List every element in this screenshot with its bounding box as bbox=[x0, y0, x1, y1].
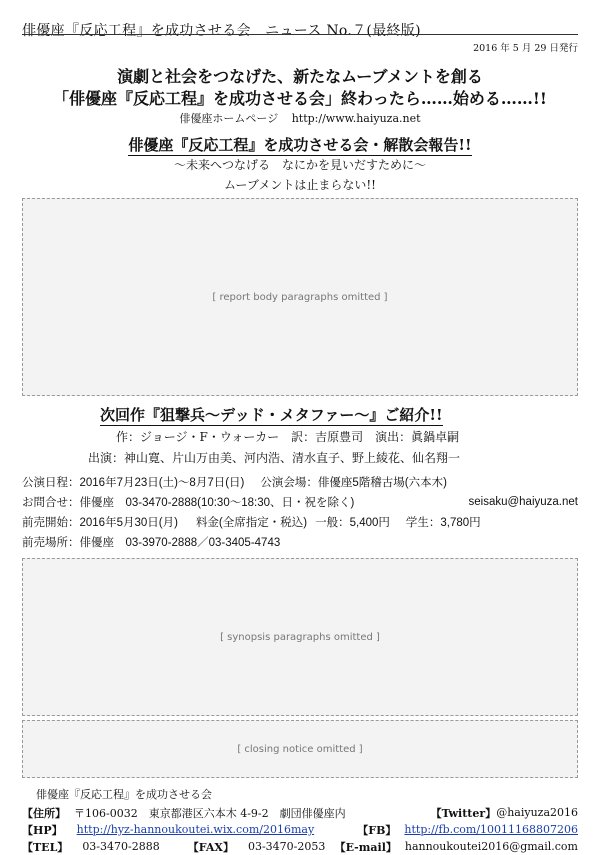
contact-label: お問合せ： bbox=[22, 497, 80, 509]
cast-credits: 出演：神山寛、片山万由美、河内浩、清水直子、野上綾花、仙名翔一 bbox=[88, 451, 461, 465]
price-student: 学生：3,780円 bbox=[405, 517, 481, 529]
homepage-line bbox=[0, 110, 600, 126]
homepage-link[interactable]: http://www.haiyuza.net bbox=[291, 112, 421, 125]
lead-headline-2: 「俳優座『反応工程』を成功させる会」終わったら……始める……!! bbox=[53, 89, 547, 108]
price-general: 一般：5,400円 bbox=[315, 517, 390, 529]
email-tag: 【E-mail】 bbox=[334, 840, 397, 854]
footer-row-web bbox=[22, 821, 578, 838]
fax-tag: 【FAX】 bbox=[187, 840, 234, 854]
homepage-label: 俳優座ホームページ bbox=[179, 112, 279, 125]
venue-value: 俳優座5階稽古場(六本木) bbox=[317, 477, 447, 489]
info-row-presale bbox=[22, 512, 578, 532]
twitter-handle[interactable]: @haiyuza2016 bbox=[496, 806, 578, 819]
dates-value: 2016年7月23日(土)～8月7日(日) bbox=[79, 477, 245, 489]
footer-row-phone bbox=[22, 838, 578, 855]
fb-link[interactable]: http://fb.com/10011168807206 bbox=[404, 823, 578, 836]
twitter-tag: 【Twitter】 bbox=[430, 806, 497, 820]
report-body-placeholder: [ report body paragraphs omitted ] bbox=[22, 198, 578, 396]
footer-email[interactable]: hannoukoutei2016@gmail.com bbox=[404, 840, 578, 853]
ticket-value: 俳優座 03-3970-2888／03-3405-4743 bbox=[79, 537, 281, 549]
tel-tag: 【TEL】 bbox=[22, 840, 69, 854]
dates-label: 公演日程： bbox=[22, 477, 80, 489]
staff-credits: 作：ジョージ・F・ウォーカー 訳：吉原豊司 演出：眞鍋卓嗣 bbox=[116, 430, 460, 444]
report-subtitle-2: ムーブメントは止まらない!! bbox=[224, 178, 376, 192]
contact-value: 俳優座 03-3470-2888(10:30～18:30、日・祝を除く) bbox=[79, 497, 355, 509]
footer-org-name: 俳優座『反応工程』を成功させる会 bbox=[36, 788, 212, 801]
presale-label: 前売開始： bbox=[22, 517, 80, 529]
tel-value: 03-3470-2888 bbox=[82, 840, 160, 853]
contact-email[interactable]: seisaku@haiyuza.net bbox=[468, 496, 578, 508]
contact-footer bbox=[22, 786, 578, 855]
info-row-ticket bbox=[22, 532, 578, 552]
newsletter-title: 俳優座『反応工程』を成功させる会 ニュース No.７(最終版) bbox=[22, 23, 421, 39]
info-row-dates bbox=[22, 472, 578, 492]
report-heading-text: 俳優座『反応工程』を成功させる会・解散会報告!! bbox=[128, 136, 472, 154]
closing-notice-placeholder: [ closing notice omitted ] bbox=[22, 720, 578, 778]
address-value: 〒106-0032 東京都港区六本木 4-9-2 劇団俳優座内 bbox=[74, 806, 346, 820]
fax-value: 03-3470-2053 bbox=[247, 840, 326, 853]
next-play-heading-text: 次回作『狙撃兵～デッド・メタファー～』ご紹介!! bbox=[100, 406, 443, 424]
hp-link[interactable]: http://hyz-hannoukoutei.wix.com/2016may bbox=[76, 823, 315, 836]
fb-tag: 【FB】 bbox=[357, 823, 397, 837]
report-heading bbox=[0, 134, 600, 155]
price-label: 料金(全席指定・税込) bbox=[195, 517, 308, 529]
synopsis-placeholder: [ synopsis paragraphs omitted ] bbox=[22, 558, 578, 716]
lead-headline-1: 演劇と社会をつなげた、新たなムーブメントを創る bbox=[117, 67, 483, 86]
venue-label: 公演会場： bbox=[260, 477, 318, 489]
ticket-label: 前売場所： bbox=[22, 537, 80, 549]
address-tag: 【住所】 bbox=[22, 806, 66, 820]
header-divider bbox=[22, 34, 578, 35]
issue-date: 2016 年 5 月 29 日発行 bbox=[473, 43, 578, 54]
performance-info bbox=[22, 472, 578, 552]
footer-row-address bbox=[22, 804, 578, 821]
presale-value: 2016年5月30日(月) bbox=[79, 517, 178, 529]
report-subtitle-1: ～未来へつなげる なにかを見いだすために～ bbox=[173, 158, 426, 172]
hp-tag: 【HP】 bbox=[22, 823, 63, 837]
next-play-heading bbox=[100, 404, 443, 425]
info-row-contact bbox=[22, 492, 578, 512]
